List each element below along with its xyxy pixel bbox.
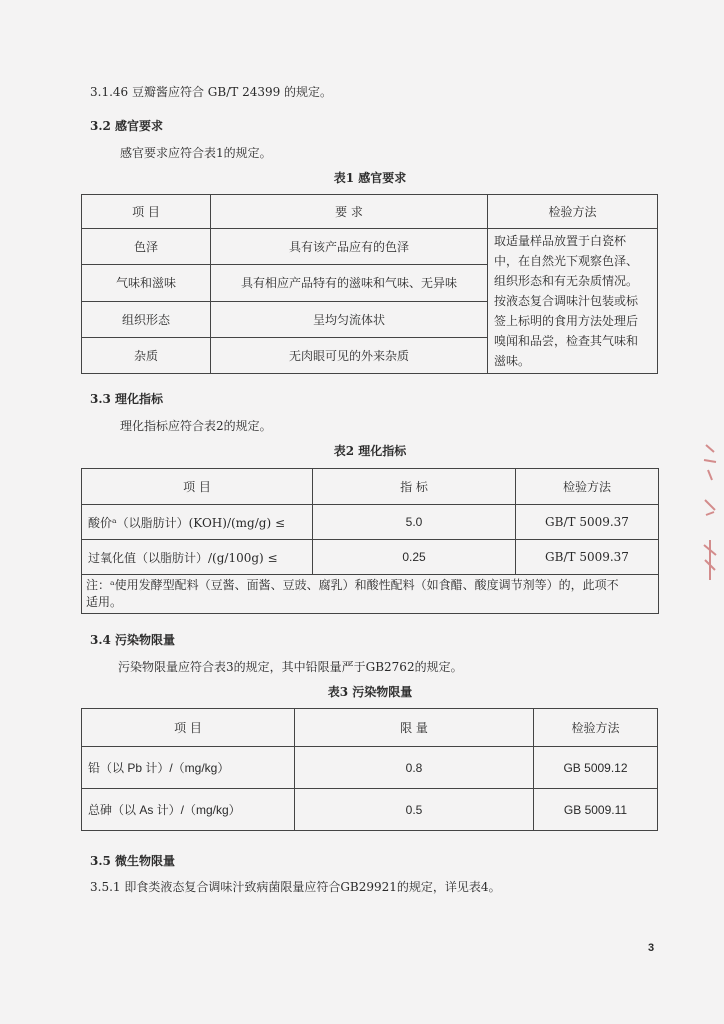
- table1-row-impurity-req: 无肉眼可见的外来杂质: [211, 337, 488, 373]
- clause-3-1-46: 3.1.46 豆瓣酱应符合 GB/T 24399 的规定。: [90, 85, 333, 99]
- seal-stamp-fragment: [700, 440, 720, 590]
- method-line: 组织形态和有无杂质情况。: [494, 274, 639, 288]
- table1-header-method: 检验方法: [488, 195, 658, 229]
- table1-header-requirement: 要 求: [211, 195, 488, 229]
- table3-header-method: 检验方法: [534, 709, 658, 747]
- table3-row-lead-method: GB 5009.12: [534, 747, 658, 789]
- table2-row-acid-method: GB/T 5009.37: [516, 505, 659, 540]
- page-number: 3: [648, 942, 655, 954]
- method-line: 取适量样品放置于白瓷杯: [494, 234, 627, 248]
- table3-row-arsenic-method: GB 5009.11: [534, 789, 658, 831]
- section-3-4-heading: 3.4 污染物限量: [90, 633, 176, 647]
- table1-sensory: [81, 194, 658, 374]
- table2-header-item: 项 目: [82, 469, 313, 505]
- table2-note: [82, 575, 659, 614]
- table3-caption: 表3 污染物限量: [327, 685, 413, 699]
- table2-note-line1: 注：ᵃ使用发酵型配料（豆酱、面酱、豆豉、腐乳）和酸性配料（如食醋、酸度调节剂等）的，此项不: [86, 578, 619, 592]
- table3-header-item: 项 目: [82, 709, 295, 747]
- table3-row-lead-item: 铅（以 Pb 计）/（mg/kg）: [82, 747, 295, 789]
- table1-row-color-item: 色泽: [82, 229, 211, 265]
- table2-row-acid-value: 5.0: [313, 505, 516, 540]
- method-line: 嗅闻和品尝，检查其气味和: [494, 334, 639, 348]
- table1-row-color-req: 具有该产品应有的色泽: [211, 229, 488, 265]
- table2-row-peroxide-method: GB/T 5009.37: [516, 540, 659, 575]
- table1-row-impurity-item: 杂质: [82, 337, 211, 373]
- table1-row-texture-item: 组织形态: [82, 301, 211, 337]
- table2-header-index: 指 标: [313, 469, 516, 505]
- table3-row-lead-value: 0.8: [295, 747, 534, 789]
- table1-row-texture-req: 呈均匀流体状: [211, 301, 488, 337]
- section-3-2-text: 感官要求应符合表1的规定。: [120, 146, 272, 160]
- clause-3-5-1: 3.5.1 即食类液态复合调味汁致病菌限量应符合GB29921的规定，详见表4。: [90, 880, 501, 894]
- table2-header-method: 检验方法: [516, 469, 659, 505]
- section-3-5-heading: 3.5 微生物限量: [90, 854, 176, 868]
- table2-physicochemical: [81, 468, 659, 614]
- table1-row-flavor-req: 具有相应产品特有的滋味和气味、无异味: [211, 265, 488, 301]
- table1-caption: 表1 感官要求: [333, 171, 407, 185]
- table2-row-peroxide-item: 过氧化值（以脂肪计）/(g/100g) ≤: [82, 540, 313, 575]
- section-3-4-text: 污染物限量应符合表3的规定，其中铅限量严于GB2762的规定。: [118, 660, 463, 674]
- table2-caption: 表2 理化指标: [333, 444, 407, 458]
- table1-method-cell: [488, 229, 658, 374]
- section-3-2-heading: 3.2 感官要求: [90, 119, 164, 133]
- method-line: 中，在自然光下观察色泽、: [494, 254, 639, 268]
- section-3-3-text: 理化指标应符合表2的规定。: [120, 419, 272, 433]
- table2-note-line2: 适用。: [86, 595, 123, 609]
- table2-row-peroxide-value: 0.25: [313, 540, 516, 575]
- table3-contaminants: [81, 708, 658, 831]
- table1-header-item: 项 目: [82, 195, 211, 229]
- table3-row-arsenic-value: 0.5: [295, 789, 534, 831]
- table3-header-limit: 限 量: [295, 709, 534, 747]
- section-3-3-heading: 3.3 理化指标: [90, 392, 164, 406]
- table3-row-arsenic-item: 总砷（以 As 计）/（mg/kg）: [82, 789, 295, 831]
- method-line: 按液态复合调味汁包装或标: [494, 294, 639, 308]
- table1-row-flavor-item: 气味和滋味: [82, 265, 211, 301]
- method-line: 签上标明的食用方法处理后: [494, 314, 639, 328]
- method-line: 滋味。: [494, 354, 531, 368]
- table2-row-acid-item: 酸价ᵃ（以脂肪计）(KOH)/(mg/g) ≤: [82, 505, 313, 540]
